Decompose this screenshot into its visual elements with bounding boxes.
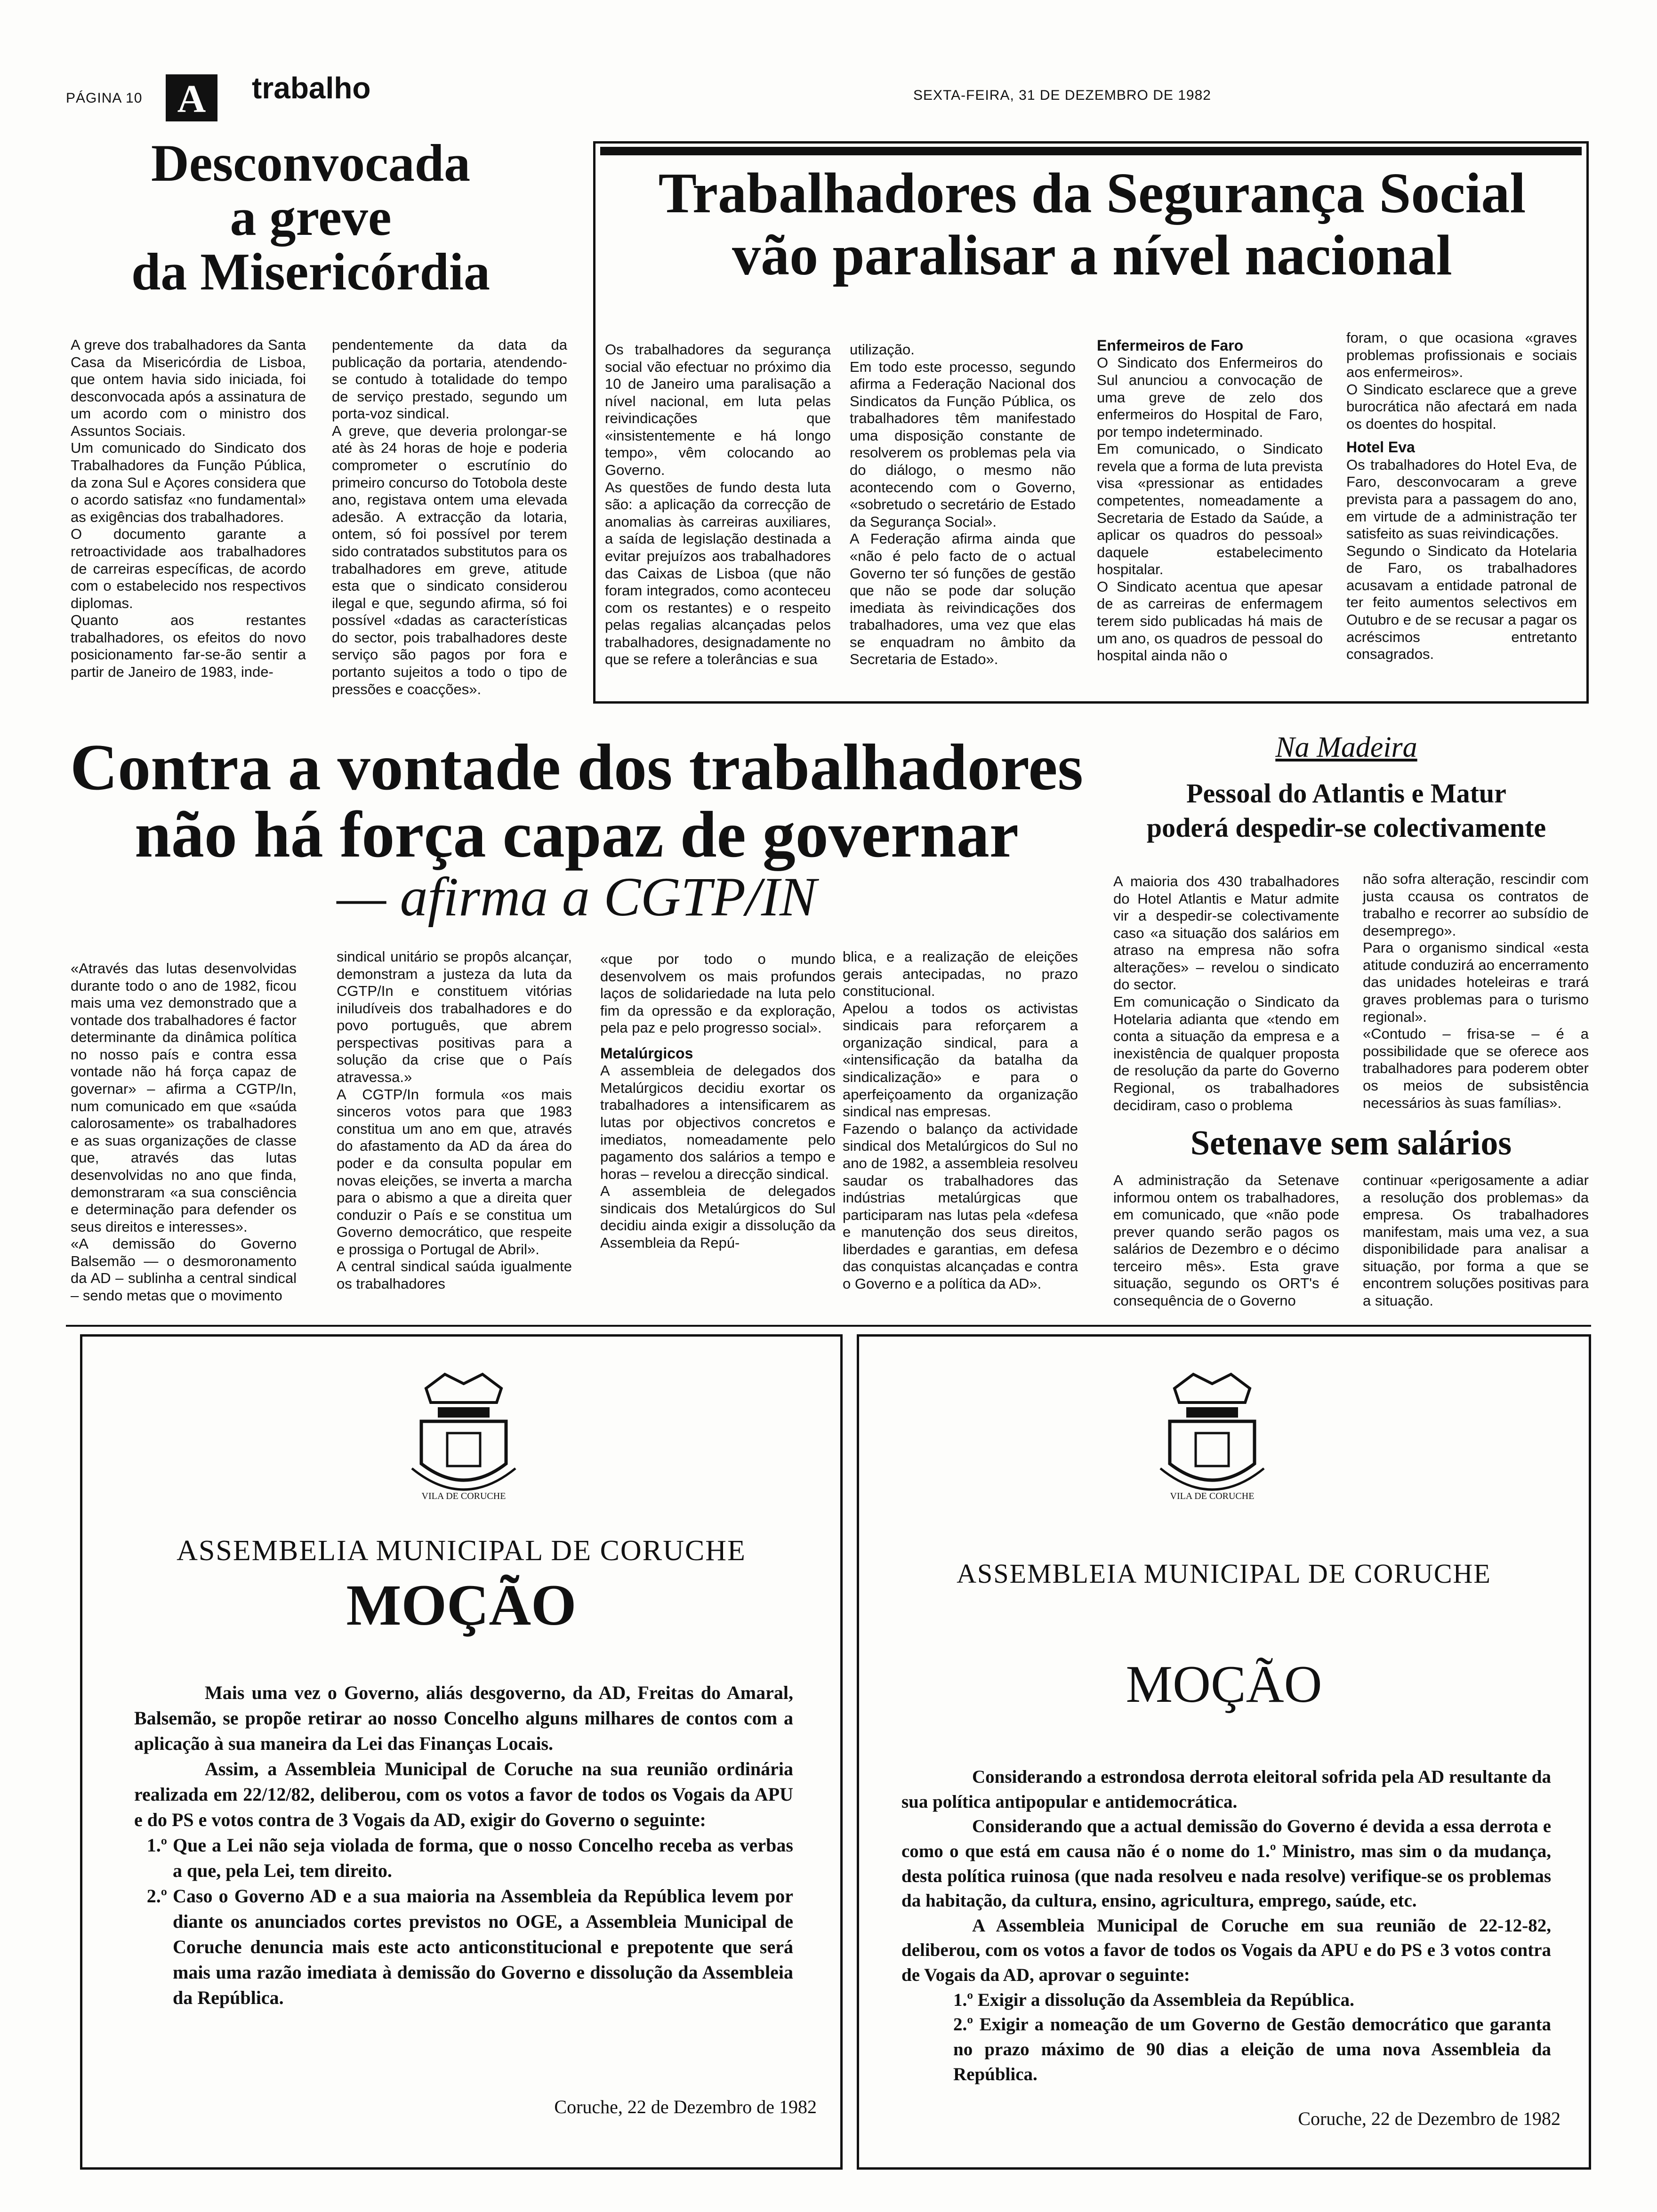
setenave-col-2: continuar «perigosamente a adiar a resolução dos problemas» da empresa. Os trabalhadores manifestam, mais uma vez, a sua disponibilidade para analisar a situação, por forma a que se encontrem soluções positivas para a situação. <box>1363 1172 1589 1309</box>
ad-signature: Coruche, 22 de Dezembro de 1982 <box>1298 2108 1560 2129</box>
coruche-coat-of-arms-icon <box>393 1355 534 1515</box>
seguranca-col-3 <box>1097 337 1323 665</box>
headline-line: da Misericórdia <box>131 242 491 301</box>
headline-line: a greve <box>230 188 392 247</box>
setenave-headline: Setenave sem salários <box>1190 1124 1512 1162</box>
list-number: 1.º <box>146 1835 167 1856</box>
madeira-kicker: Na Madeira <box>1275 731 1417 763</box>
seal-text: VILA DE CORUCHE <box>421 1491 506 1501</box>
madeira-col-1: A maioria dos 430 trabalhadores do Hotel Atlantis e Matur admite vir a despedir-se colectivamente caso «a situação dos salários em atraso na empresa não sofra alterações» – revelou o sindicato do sector. Em comunicação o Sindicato da Hotelaria adianta que «tendo em conta a situação da empresa e a inexistência de qualquer proposta de resolução da parte do Governo Regional, os trabalhadores decidiram, caso o problema <box>1113 873 1339 1114</box>
coruche-coat-of-arms-icon <box>1142 1355 1283 1515</box>
ad-list-item: 2.º Exigir a nomeação de um Governo de Gestão democrático que garanta no prazo máximo de 90 dias a eleição de uma nova Assembleia da República. <box>953 2014 1551 2084</box>
seguranca-headline <box>603 162 1582 287</box>
ad-org: ASSEMBLEIA MUNICIPAL DE CORUCHE <box>957 1558 1491 1589</box>
seal-text: VILA DE CORUCHE <box>1170 1491 1255 1501</box>
headline-line: vão paralisar a nível nacional <box>732 223 1452 287</box>
list-text: Caso o Governo AD e a sua maioria na Assembleia da República levem por diante os anunciados cortes previstos no OGE, a Assembleia Municipal de Coruche denuncia mais este acto anticonstitucional e prepotente que será mais uma razão imediata à demissão do Governo e dissolução da Assembleia da República. <box>173 1885 793 2008</box>
misericordia-col-1: A greve dos trabalhadores da Santa Casa da Misericórdia de Lisboa, que ontem havia sido iniciada, foi desconvocada após a assinatura de um acordo com o ministro dos Assuntos Sociais. Um comunicado do Sindicato dos Trabalhadores da Função Pública, da zona Sul e Açores considera que o acordo satisfaz «no fundamental» as exigências dos trabalhadores. O documento garante a retroactividade aos trabalhadores de carreiras específicas, de acordo com o estabelecido nos respectivos diplomas. Quanto aos restantes trabalhadores, os efeitos do novo posicionamento far-se-ão sentir a partir de Janeiro de 1983, inde- <box>71 337 306 680</box>
subhead-enfermeiros: Enfermeiros de Faro <box>1097 337 1244 354</box>
cgtp-col-2: sindical unitário se propôs alcançar, demonstram a justeza da luta da CGTP/In e constituem vitórias iniludíveis dos trabalhadores e do povo português, que abrem perspectivas positivas para a solução da crise que o País atravessa.» A CGTP/In formula «os mais sinceros votos para que 1983 constitua um ano em que, através do afastamento da AD da área do poder e da consulta popular em novas eleições, se inverta a marcha para o abismo a que a direita quer conduzir o País e se constitua um Governo democrático, que respeite e prossiga o Portugal de Abril». A central sindical saúda igualmente os trabalhadores <box>337 948 572 1292</box>
ad-mocao-left <box>80 1334 843 2170</box>
cgtp-col-3 <box>600 951 836 1252</box>
section-divider <box>66 1325 1591 1327</box>
ad-list-item: 1.º Exigir a dissolução da Assembleia da República. <box>953 1989 1354 2010</box>
headline-subtitle: — afirma a CGTP/IN <box>337 866 817 928</box>
list-number: 2.º <box>146 1885 167 1907</box>
svg-text:A: A <box>177 77 206 121</box>
headline-line: não há força capaz de governar <box>134 798 1019 871</box>
cgtp-col-4: blica, e a realização de eleições gerais antecipadas, no prazo constitucional. Apelou a todos os activistas sindicais para reforçarem a organização sindical, para a «intensificação da batalha da sindicalização» e para o aperfeiçoamento da organização sindical nas empresas. Fazendo o balanço da actividade sindical dos Metalúrgicos do Sul no ano de 1982, a assembleia resolveu saudar os trabalhadores das indústrias metalúrgicas que participaram nas lutas pela «defesa e manutenção dos seus direitos, liberdades e garantias, em defesa das conquistas alcançadas e contra o Governo e a política da AD». <box>843 948 1078 1292</box>
ad-paragraph: Assim, a Assembleia Municipal de Coruche na sua reunião ordinária realizada em 22/12/82, deliberou, com os votos a favor de todos os Vogais da APU e do PS e votos contra de 3 Vogais da AD, exigir do Governo o seguinte: <box>134 1758 793 1830</box>
col-text: foram, o que ocasiona «graves problemas profissionais e sociais aos enfermeiros». O Sindicato esclarece que a greve burocrática não afectará em nada os doentes do hospital. <box>1346 329 1577 432</box>
ad-mocao-right <box>857 1334 1591 2170</box>
list-text: Que a Lei não seja violada de forma, que o nosso Concelho receba as verbas a que, pela Lei, tem direito. <box>173 1835 793 1881</box>
ad-title: MOÇÃO <box>1126 1655 1322 1714</box>
cgtp-headline <box>66 731 1087 928</box>
ad-paragraph: Mais uma vez o Governo, aliás desgoverno, da AD, Freitas do Amaral, Balsemão, se propõe retirar ao nosso Concelho alguns milhares de contos com a aplicação à sua maneira da Lei das Finanças Locais. <box>134 1682 793 1754</box>
ad-body <box>901 1765 1551 2087</box>
headline-line: poderá despedir-se colectivamente <box>1146 812 1546 843</box>
issue-date: SEXTA-FEIRA, 31 DE DEZEMBRO DE 1982 <box>913 88 1211 103</box>
col-text: «que por todo o mundo desenvolvem os mais profundos laços de solidariedade na luta pelo fim da opressão e da exploração, pela paz e pelo progresso social». <box>600 951 836 1036</box>
newspaper-logo-icon <box>166 74 217 121</box>
madeira-headline <box>1111 777 1582 845</box>
subhead-metalurgicos: Metalúrgicos <box>600 1044 693 1062</box>
cgtp-col-1: «Através das lutas desenvolvidas durante todo o ano de 1982, ficou mais uma vez demonstrado que a vontade dos trabalhadores é factor determinante da dinâmica política no nosso país e contra essa vontade não há força capaz de governar» – afirma a CGTP/In, num comunicado em que «saúda calorosamente» os trabalhadores e as suas organizações de classe que, através das lutas desenvolvidas no ano que finda, demonstraram «a sua consciência e determinação para defender os seus direitos e interesses». «A demissão do Governo Balsemão — o desmoronamento da AD – sublinha a central sindical – sendo metas que o movimento <box>71 960 297 1304</box>
ad-signature: Coruche, 22 de Dezembro de 1982 <box>554 2096 817 2117</box>
headline-line: Pessoal do Atlantis e Matur <box>1186 778 1506 809</box>
col-text: O Sindicato dos Enfermeiros do Sul anunciou a convocação de uma greve de zelo dos enfermeiros do Hospital de Faro, por tempo indeterminado. Em comunicado, o Sindicato revela que a forma de luta prevista visa «pressionar as entidades competentes, nomeadamente a Secretaria de Estado da Saúde, a aplicar os quadros do pessoal» daquele estabelecimento hospitalar. O Sindicato acentua que apesar de as carreiras de enfermagem terem sido publicadas há mais de um ano, os quadros de pessoal do hospital ainda não o <box>1097 354 1323 664</box>
seguranca-col-2: utilização. Em todo este processo, segundo afirma a Federação Nacional dos Sindicatos da Função Pública, os trabalhadores têm manifestado uma disposição constante de resolverem os problemas pela via do diálogo, o mesmo não acontecendo com o Governo, «sobretudo o secretário de Estado da Segurança Social». A Federação afirma ainda que «não é pelo facto de o actual Governo ter só funções de gestão que não se pode dar solução imediata às reivindicações dos trabalhadores, uma vez que elas se enquadram no âmbito da Secretaria de Estado». <box>850 341 1076 668</box>
seguranca-col-4 <box>1346 329 1577 663</box>
headline-line: Desconvocada <box>151 134 471 192</box>
headline-line: Trabalhadores da Segurança Social <box>658 161 1526 225</box>
headline-line: Contra a vontade dos trabalhadores <box>70 731 1084 804</box>
setenave-col-1: A administração da Setenave informou ontem os trabalhadores, em comunicado, que «não pode prever quando serão pagos os salários de Dezembro e o décimo terceiro mês». Esta grave situação, segundo os ORT's é consequência de o Governo <box>1113 1172 1339 1309</box>
ad-title: MOÇÃO <box>346 1573 577 1637</box>
ad-paragraph: A Assembleia Municipal de Coruche em sua reunião de 22-12-82, deliberou, com os votos a favor de todos os Vogais da APU e do PS e 3 votos contra de Vogais da AD, aprovar o seguinte: <box>901 1915 1551 1986</box>
col-text: A assembleia de delegados dos Metalúrgicos decidiu exortar os trabalhadores a intensificarem as lutas por objectivos concretos e imediatos, nomeadamente pelo pagamento dos salários a tempo e horas – revelou a direcção sindical. A assembleia de delegados sindicais dos Metalúrgicos do Sul decidiu ainda exigir a dissolução da Assembleia da Repú- <box>600 1062 836 1251</box>
box-top-rule <box>600 147 1582 155</box>
misericordia-col-2: pendentemente da data da publicação da portaria, atendendo-se contudo à totalidade do tempo de serviço prestado, segundo um porta-voz sindical. A greve, que deveria prolongar-se até às 24 horas de hoje e poderia comprometer o escrutínio do primeiro concurso do Totobola deste ano, registava ontem uma elevada adesão. A extracção da lotaria, ontem, só foi possível por terem sido contratados substitutos para os trabalhadores em greve, atitude esta que o sindicato considerou ilegal e que, segundo afirma, só foi possível «dadas as características do sector, pois trabalhadores deste serviço são pagos por fora e portanto sujeitos a todo o tipo de pressões e coacções». <box>332 337 567 697</box>
subhead-hotel-eva: Hotel Eva <box>1346 439 1415 456</box>
seguranca-col-1: Os trabalhadores da segurança social vão efectuar no próximo dia 10 de Janeiro uma paralisação a nível nacional, em luta pelas reivindicações que «insistentemente e há longo tempo», vêm colocando ao Governo. As questões de fundo desta luta são: a aplicação da correcção de anomalias às carreiras auxiliares, a saída de legislação destinada a evitar prejuízos aos trabalhadores das Caixas de Lisboa (que não foram integrados, como aconteceu com os restantes) e o respeito pelas regalias alcançadas pelos trabalhadores, designadamente no que se refere a tolerâncias e sua <box>605 341 831 668</box>
ad-list-item <box>134 1833 793 1883</box>
madeira-col-2: não sofra alteração, rescindir com justa ccausa os contratos de trabalho e recorrer ao subsídio de desemprego». Para o organismo sindical «esta atitude conduzirá ao encerramento das unidades hoteleiras e trará graves problemas para o turismo regional». «Contudo – frisa-se – é a possibilidade que se oferece aos trabalhadores para poderem obter os meios de subsistência necessários às suas famílias». <box>1363 871 1589 1111</box>
ad-body <box>134 1680 793 2011</box>
misericordia-headline <box>75 136 546 299</box>
ad-paragraph: Considerando que a actual demissão do Governo é devida a essa derrota e como o que está em causa não é o nome do 1.º Ministro, mas sim o da mudança, desta política ruinosa (que nada resolveu e nada resolve) verifique-se os problemas da habitação, da cultura, ensino, agricultura, emprego, saúde, etc. <box>901 1816 1551 1911</box>
page-number: PÁGINA 10 <box>66 90 143 106</box>
ad-paragraph: Considerando a estrondosa derrota eleitoral sofrida pela AD resultante da sua política antipopular e antidemocrática. <box>901 1767 1551 1812</box>
ad-list-item <box>134 1883 793 2011</box>
ad-org: ASSEMBELIA MUNICIPAL DE CORUCHE <box>177 1535 746 1567</box>
section-title: trabalho <box>252 71 371 105</box>
col-text: Os trabalhadores do Hotel Eva, de Faro, desconvocaram a greve prevista para a passagem do ano, em virtude de a administração ter satisfeito as suas reivindicações. Segundo o Sindicato da Hotelaria de Faro, os trabalhadores acusavam a entidade patronal de ter feito aumentos selectivos em Outubro e de se recusar a pagar os acréscimos entretanto consagrados. <box>1346 456 1577 663</box>
